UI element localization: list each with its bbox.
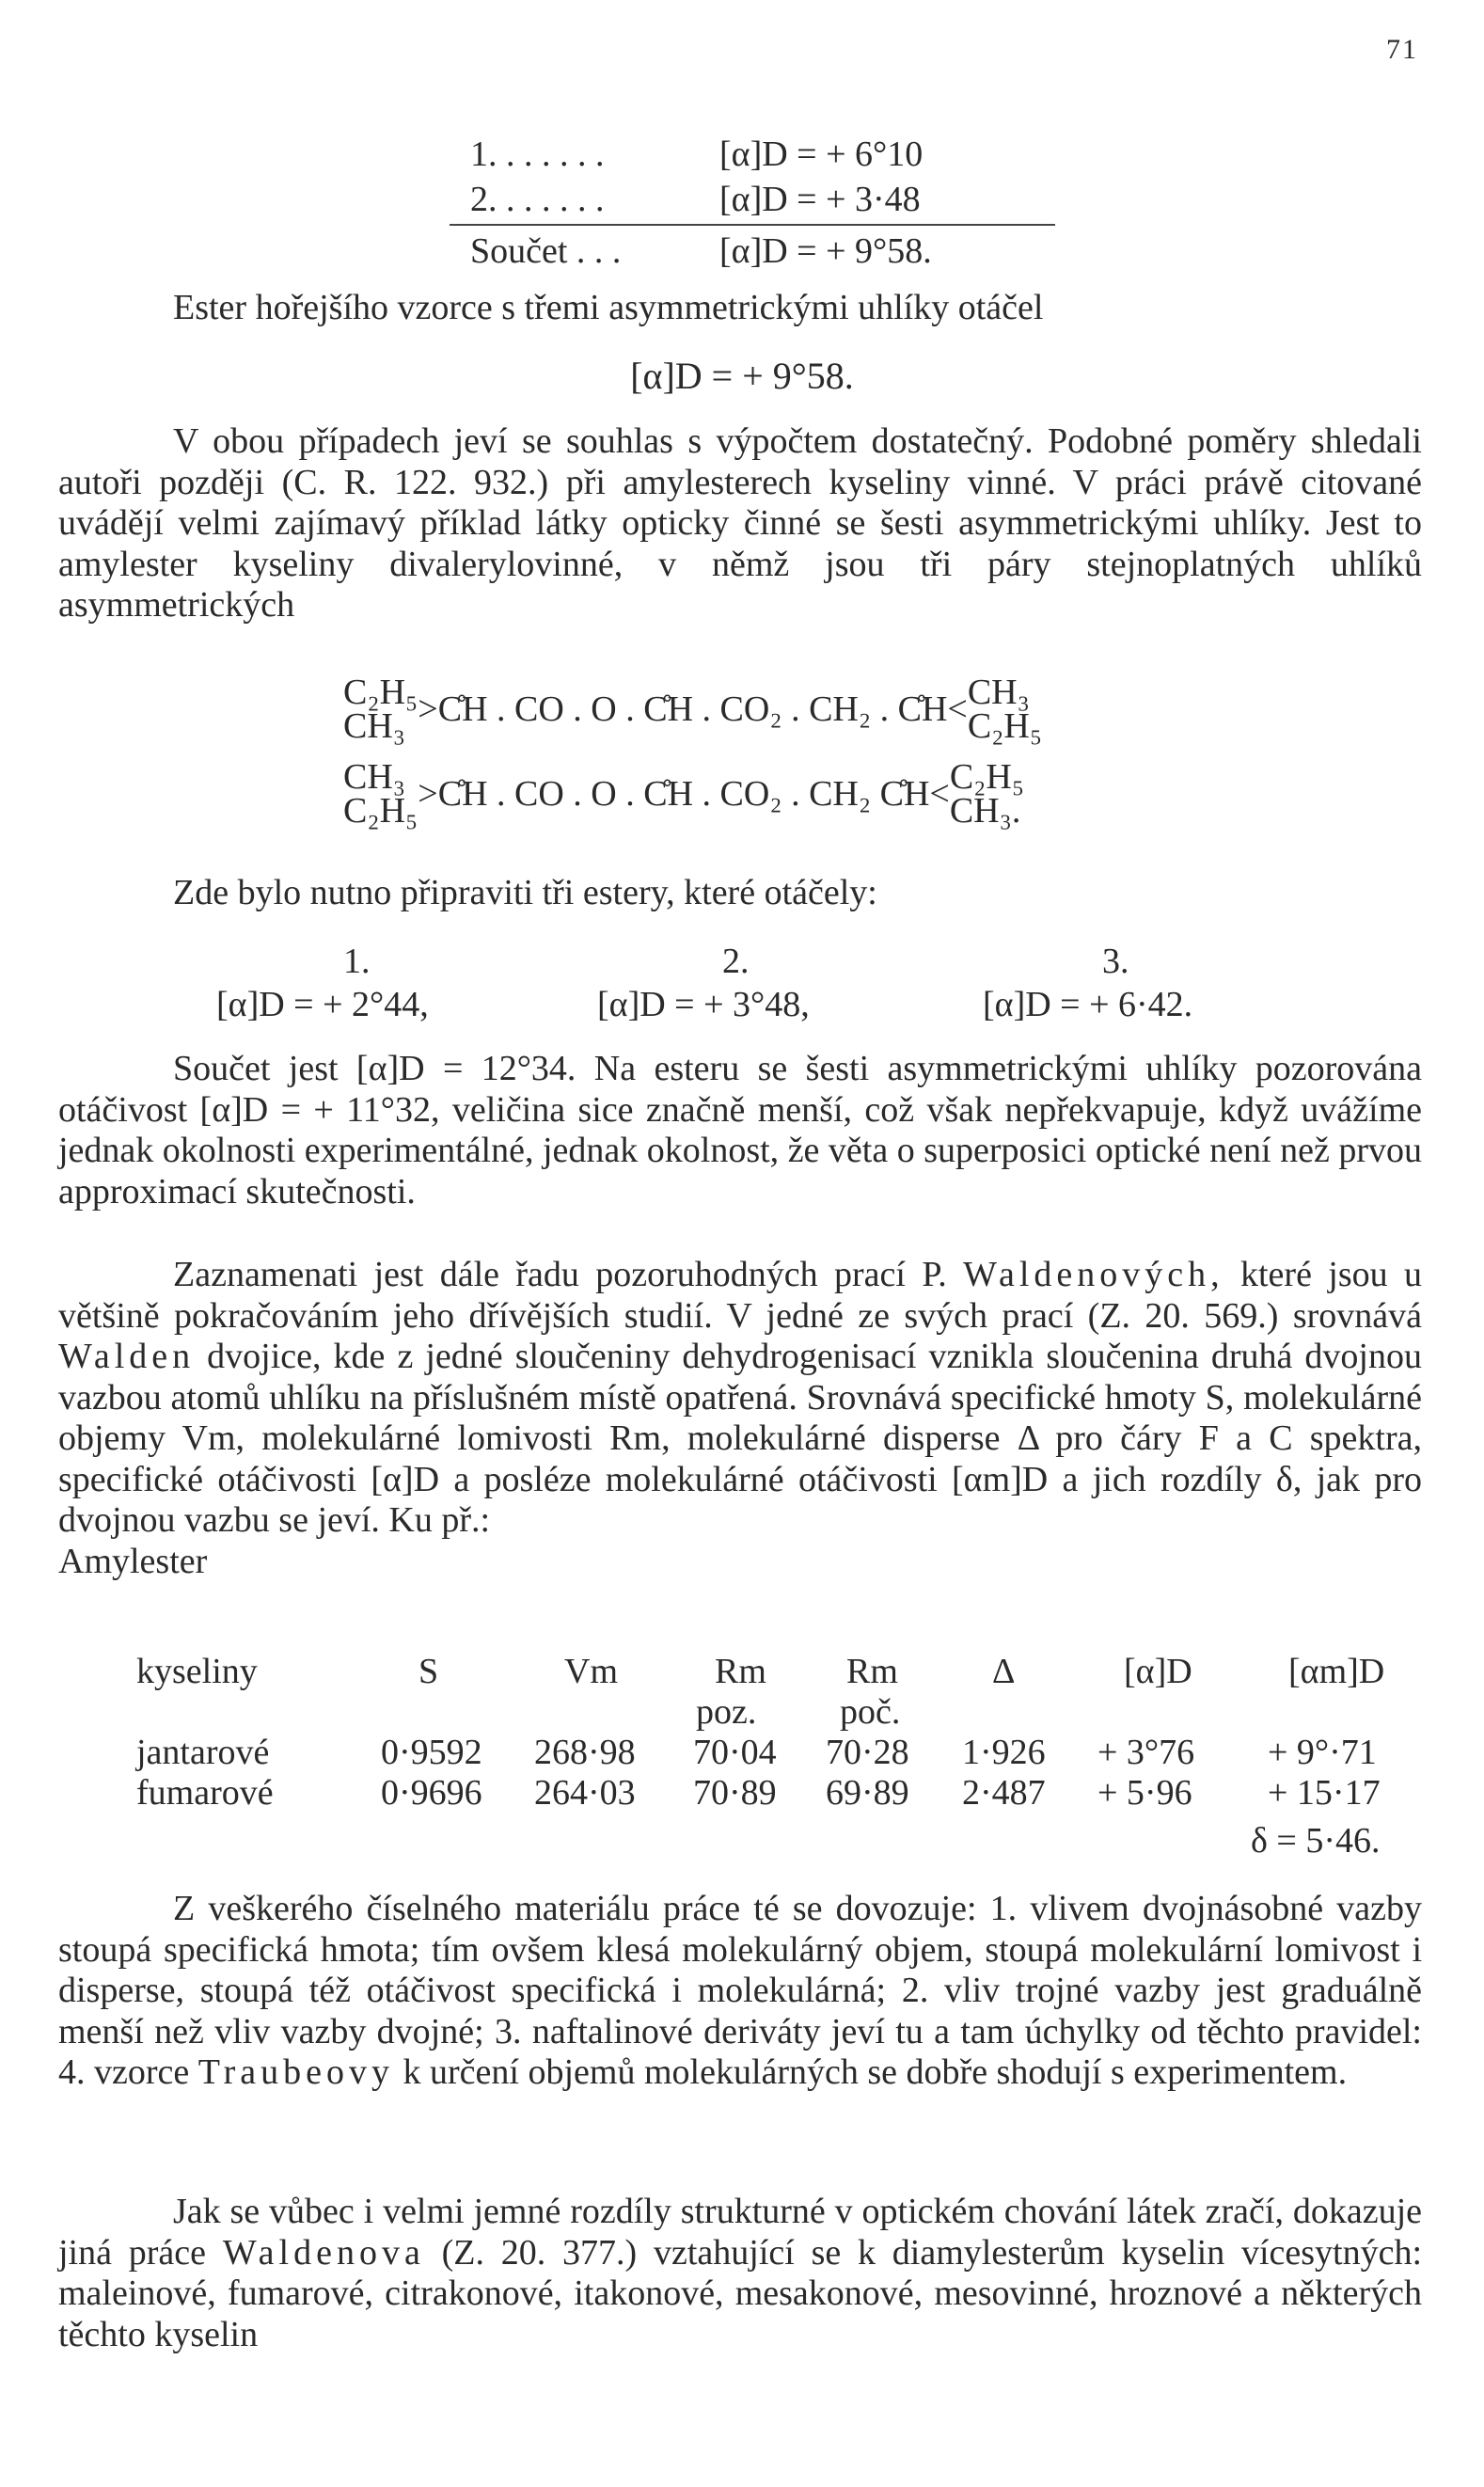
ester-3-value: [α]D = + 6·42. <box>983 985 1193 1024</box>
header-kyseliny: kyseliny <box>136 1652 258 1691</box>
paragraph-3 <box>58 1255 1422 1582</box>
page-number: 71 <box>1386 34 1418 65</box>
amylester-table <box>136 1651 1434 1813</box>
author-name-traube: Traubeovy <box>197 2052 395 2092</box>
formula-1 <box>343 673 1043 746</box>
row-2-kyselina: fumarové <box>136 1773 274 1813</box>
row-2-alpha-D: + 5·96 <box>1097 1773 1192 1813</box>
header-alpha-D: [α]D <box>1124 1652 1192 1691</box>
row-2-Vm: 264·03 <box>534 1773 636 1813</box>
table-subheader-row <box>136 1691 1434 1732</box>
table-header-row <box>136 1651 1434 1691</box>
paragraph-4 <box>58 1889 1422 2094</box>
paragraph-4-text: Z veškerého číselného materiálu práce té se dovozuje: 1. vlivem dvojnásobné vazby stoupá specifická hmota; tím ovšem klesá molekulárný objem, stoupá molekulární lomivost i disperse, stoupá též otáčivost specifická i molekulárná; 2. vliv trojné vazby jest graduálně menší než vliv vazby dvojné; 3. naftalinové deriváty jeví tu a tam úchylky od těchto pravidel: 4. vzorce <box>58 1889 1422 2092</box>
row-1-S: 0·9592 <box>381 1733 482 1772</box>
row-1-Vm: 268·98 <box>534 1733 636 1772</box>
subheader-poz: poz. <box>696 1692 757 1732</box>
summary-rule <box>450 224 1055 226</box>
paragraph-3-start: Zaznamenati jest dále řadu pozoruhodných prací P. <box>173 1255 947 1294</box>
formula-2-middle: >C̊H . CO . O . C̊H . CO₂ . CH₂ C̊H< <box>418 774 950 814</box>
subheader-poc: poč. <box>840 1692 901 1732</box>
ester-2-value: [α]D = + 3°48, <box>597 985 810 1024</box>
header-Rm-poc: Rm <box>846 1652 898 1691</box>
header-delta: Δ <box>992 1652 1016 1691</box>
author-name-walden: Waldenových, <box>963 1255 1224 1294</box>
header-Rm-poz: Rm <box>715 1652 766 1691</box>
summary-row-2 <box>470 177 1053 222</box>
formula-1-right-top: CH₃ <box>967 673 1030 712</box>
paragraph-1 <box>58 421 1422 626</box>
amylester-label: Amylester <box>58 1541 208 1581</box>
paragraph-2-text: Součet jest [α]D = 12°34. Na esteru se šesti asymmetrickými uhlíky pozorována otáčivost [α]D = + 11°32, veličina sice značně menší, což však nepřekvapuje, když uvážíme jednak okolnosti experimentálné, jednak okolnost, že věta o superposici optické není než prvou approximací skutečnosti. <box>58 1049 1422 1212</box>
summary-row-1-label: 1. . . . . . . <box>470 135 605 174</box>
summary-row-2-label: 2. . . . . . . <box>470 180 605 219</box>
summary-total-label: Součet . . . <box>470 231 622 271</box>
row-1-Rm-poc: 70·28 <box>826 1733 909 1772</box>
paragraph-1-text: V obou případech jeví se souhlas s výpočtem dostatečný. Podobné poměry shledali autoři později (C. R. 122. 932.) při amylesterech kyseliny vinné. V práci právě citované uvádějí velmi zajímavý příklad látky opticky činné se šesti asymmetrickými uhlíky. Jest to amylester kyseliny divalerylovinné, v němž jsou tři páry stejnoplatných uhlíků asymmetrických <box>58 421 1422 625</box>
row-2-S: 0·9696 <box>381 1773 482 1813</box>
formula-1-middle: >C̊H . CO . O . C̊H . CO₂ . CH₂ . C̊H< <box>418 689 968 729</box>
ester-1-value: [α]D = + 2°44, <box>216 985 429 1024</box>
row-2-alpha-m-D: + 15·17 <box>1268 1773 1381 1813</box>
summary-row-2-value: [α]D = + 3·48 <box>719 180 921 219</box>
paragraph-2 <box>58 1049 1422 1212</box>
table-row <box>136 1772 1434 1813</box>
paragraph-5-start: Jak se vůbec i velmi jemné rozdíly strukturné v optickém chování látek zračí, dokazuje jiná práce <box>58 2192 1422 2273</box>
formula-2-left-top: CH₃ <box>343 757 406 797</box>
row-2-Rm-poz: 70·89 <box>693 1773 777 1813</box>
paragraph-3-mid: které jsou u většině pokračováním jeho dřívějších studií. V jedné ze svých prací (Z. 20. 569.) srovnává <box>58 1255 1423 1336</box>
ester-line: Ester hořejšího vzorce s třemi asymmetrickými uhlíky otáčel <box>173 288 1044 327</box>
formula-1-left-top: C₂H₅ <box>343 673 418 712</box>
formula-1-left-bottom: CH₃ <box>343 706 406 746</box>
ester-value: [α]D = + 9°58. <box>630 355 854 397</box>
paragraph-5 <box>58 2192 1422 2355</box>
table-row <box>136 1732 1434 1772</box>
summary-row-1-value: [α]D = + 6°10 <box>719 135 924 174</box>
paragraph-3-end: dvojice, kde z jedné sloučeniny dehydrogenisací vznikla sloučenina druhá dvojnou vazbou atomů uhlíku na příslušném místě opatřená. Srovnává specifické hmoty S, molekulárné objemy Vm, molekulárné lomivosti Rm, molekulárné disperse Δ pro čáry F a C spektra, specifické otáčivosti [α]D a posléze molekulárné otáčivosti [αm]D a jich rozdíly δ, jak pro dvojnou vazbu se jeví. Ku př.: <box>58 1337 1422 1540</box>
header-alpha-m-D: [αm]D <box>1288 1652 1385 1691</box>
row-1-delta: 1·926 <box>962 1733 1046 1772</box>
row-1-alpha-m-D: + 9°·71 <box>1268 1733 1377 1772</box>
row-2-Rm-poc: 69·89 <box>826 1773 909 1813</box>
ester-3-header: 3. <box>1102 942 1129 981</box>
summary-total <box>470 228 1072 275</box>
formula-2-right-bottom: CH₃. <box>949 791 1021 831</box>
delta-result: δ = 5·46. <box>1251 1821 1381 1861</box>
paragraph-4-end: k určení objemů molekulárných se dobře shodují s experimentem. <box>403 2052 1348 2092</box>
row-1-alpha-D: + 3°76 <box>1097 1733 1195 1772</box>
row-1-Rm-poz: 70·04 <box>693 1733 777 1772</box>
formula-2-left-bottom: C₂H₅ <box>343 791 418 831</box>
summary-row-1 <box>470 132 1053 177</box>
row-2-delta: 2·487 <box>962 1773 1046 1813</box>
ester-1-header: 1. <box>343 942 371 981</box>
ester-2-header: 2. <box>722 942 750 981</box>
formula-1-right-bottom: C₂H₅ <box>967 706 1043 746</box>
formula-2-right-top: C₂H₅ <box>949 757 1025 797</box>
author-name-walden-2: Walden <box>58 1337 196 1376</box>
paragraph-5-end: (Z. 20. 377.) vztahující se k diamylesterům kyselin vícesytných: maleinové, fumarové, citrakonové, itakonové, mesakonové, mesovinné, hroznové a některých těchto kyselin <box>58 2232 1423 2354</box>
summary-total-value: [α]D = + 9°58. <box>719 231 932 271</box>
summary-block <box>470 132 1053 222</box>
header-Vm: Vm <box>564 1652 618 1691</box>
three-esters-line: Zde bylo nutno připraviti tři estery, které otáčely: <box>173 873 877 912</box>
row-1-kyselina: jantarové <box>136 1733 270 1772</box>
formula-2 <box>343 757 1025 831</box>
header-S: S <box>418 1652 439 1691</box>
author-name-waldenova: Waldenova <box>222 2232 425 2273</box>
